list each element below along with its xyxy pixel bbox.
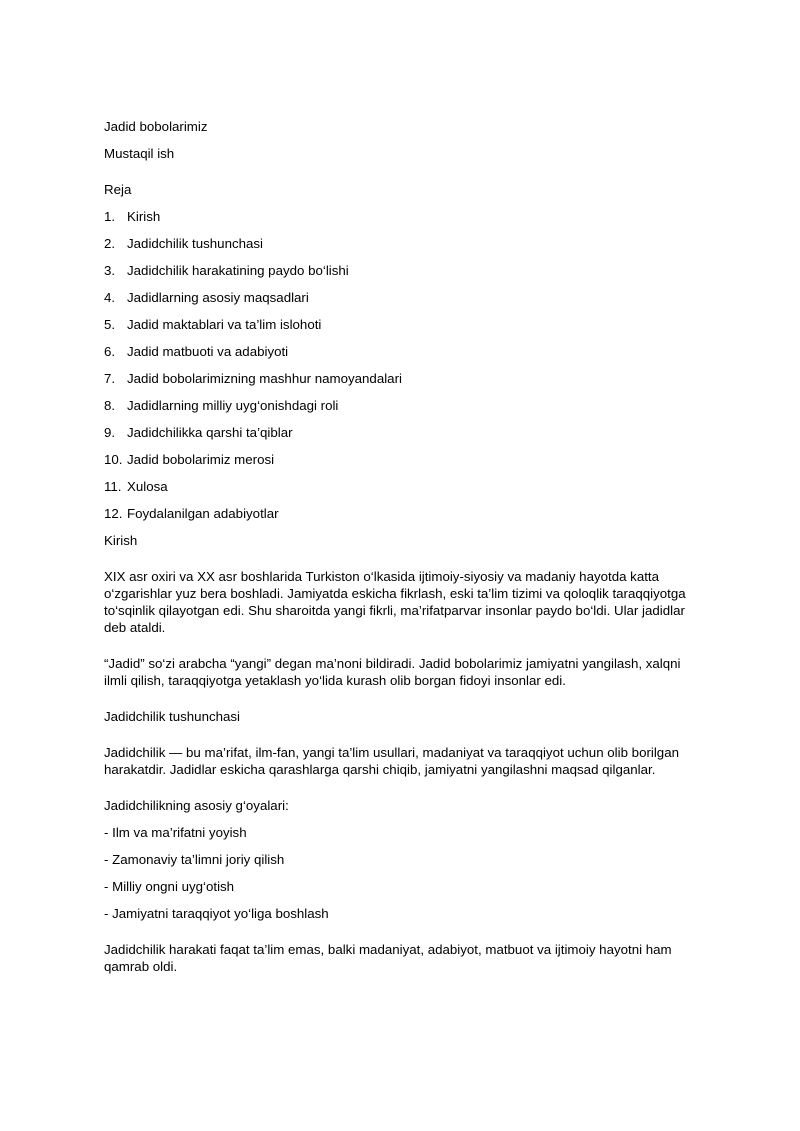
list-number: 9. xyxy=(104,425,116,440)
list-text: Kirish xyxy=(127,209,161,224)
list-text: Jadid maktablari va ta’lim islohoti xyxy=(127,317,322,332)
bullet-item: - Jamiyatni taraqqiyot yo‘liga boshlash xyxy=(104,906,329,921)
paragraph: XIX asr oxiri va XX asr boshlarida Turkiston o‘lkasida ijtimoiy-siyosiy va madaniy hayotda katta o‘zgarishlar yuz bera boshladi. Jamiyatda eskicha fikrlash, eski ta’lim tizimi va qoloqlik taraqqiyotga to‘sqinlik qilayotgan edi. Shu sharoitda yangi fikrli, ma’rifatparvar insonlar paydo bo‘ldi. Ular jadidlar deb ataldi. xyxy=(104,569,686,635)
list-number: 6. xyxy=(104,344,116,359)
ideas-lead: Jadidchilikning asosiy g‘oyalari: xyxy=(104,798,289,813)
list-number: 3. xyxy=(104,263,116,278)
document-title: Jadid bobolarimiz xyxy=(104,119,208,134)
paragraph: Jadidchilik — bu ma’rifat, ilm-fan, yangi ta’lim usullari, madaniyat va taraqqiyot uchun olib borilgan harakatdir. Jadidlar eskicha qarashlarga qarshi chiqib, jamiyatni yangilashni maqsad qilganlar. xyxy=(104,745,679,777)
plan-heading: Reja xyxy=(104,182,132,197)
section-heading-intro: Kirish xyxy=(104,533,138,548)
list-item xyxy=(104,505,704,522)
list-text: Jadidlarning asosiy maqsadlari xyxy=(127,290,309,305)
list-item xyxy=(104,424,704,441)
list-number: 4. xyxy=(104,290,116,305)
list-text: Jadid bobolarimizning mashhur namoyandalari xyxy=(127,371,402,386)
list-item xyxy=(104,451,704,468)
list-text: Jadidlarning milliy uyg‘onishdagi roli xyxy=(127,398,339,413)
plan-list xyxy=(104,208,704,522)
bullet-item: - Ilm va ma’rifatni yoyish xyxy=(104,825,247,840)
list-text: Jadid matbuoti va adabiyoti xyxy=(127,344,289,359)
list-text: Xulosa xyxy=(127,479,168,494)
list-item xyxy=(104,235,704,252)
list-number: 2. xyxy=(104,236,116,251)
bullet-item: - Zamonaviy ta’limni joriy qilish xyxy=(104,852,285,867)
paragraph: “Jadid” so‘zi arabcha “yangi” degan ma’noni bildiradi. Jadid bobolarimiz jamiyatni yangilash, xalqni ilmli qilish, taraqqiyotga yetaklash yo‘lida kurash olib borgan fidoyi insonlar edi. xyxy=(104,656,681,688)
list-number: 1. xyxy=(104,209,116,224)
section-heading-concept: Jadidchilik tushunchasi xyxy=(104,709,241,724)
list-number: 5. xyxy=(104,317,116,332)
list-number: 12. xyxy=(104,506,123,521)
list-item xyxy=(104,289,704,306)
list-text: Jadidchilik harakatining paydo bo‘lishi xyxy=(127,263,349,278)
list-item xyxy=(104,208,704,225)
list-text: Jadid bobolarimiz merosi xyxy=(127,452,275,467)
list-item xyxy=(104,316,704,333)
list-text: Jadidchilik tushunchasi xyxy=(127,236,264,251)
list-number: 11. xyxy=(104,479,122,494)
list-number: 7. xyxy=(104,371,116,386)
list-number: 10. xyxy=(104,452,123,467)
list-number: 8. xyxy=(104,398,116,413)
list-item xyxy=(104,262,704,279)
paragraph: Jadidchilik harakati faqat ta’lim emas, balki madaniyat, adabiyot, matbuot va ijtimoiy hayotni ham qamrab oldi. xyxy=(104,942,672,974)
list-text: Jadidchilikka qarshi ta’qiblar xyxy=(127,425,293,440)
list-text: Foydalanilgan adabiyotlar xyxy=(127,506,279,521)
list-item xyxy=(104,478,704,495)
bullet-item: - Milliy ongni uyg‘otish xyxy=(104,879,235,894)
list-item xyxy=(104,370,704,387)
list-item xyxy=(104,397,704,414)
list-item xyxy=(104,343,704,360)
document-page xyxy=(104,118,704,994)
document-subtitle: Mustaqil ish xyxy=(104,146,175,161)
